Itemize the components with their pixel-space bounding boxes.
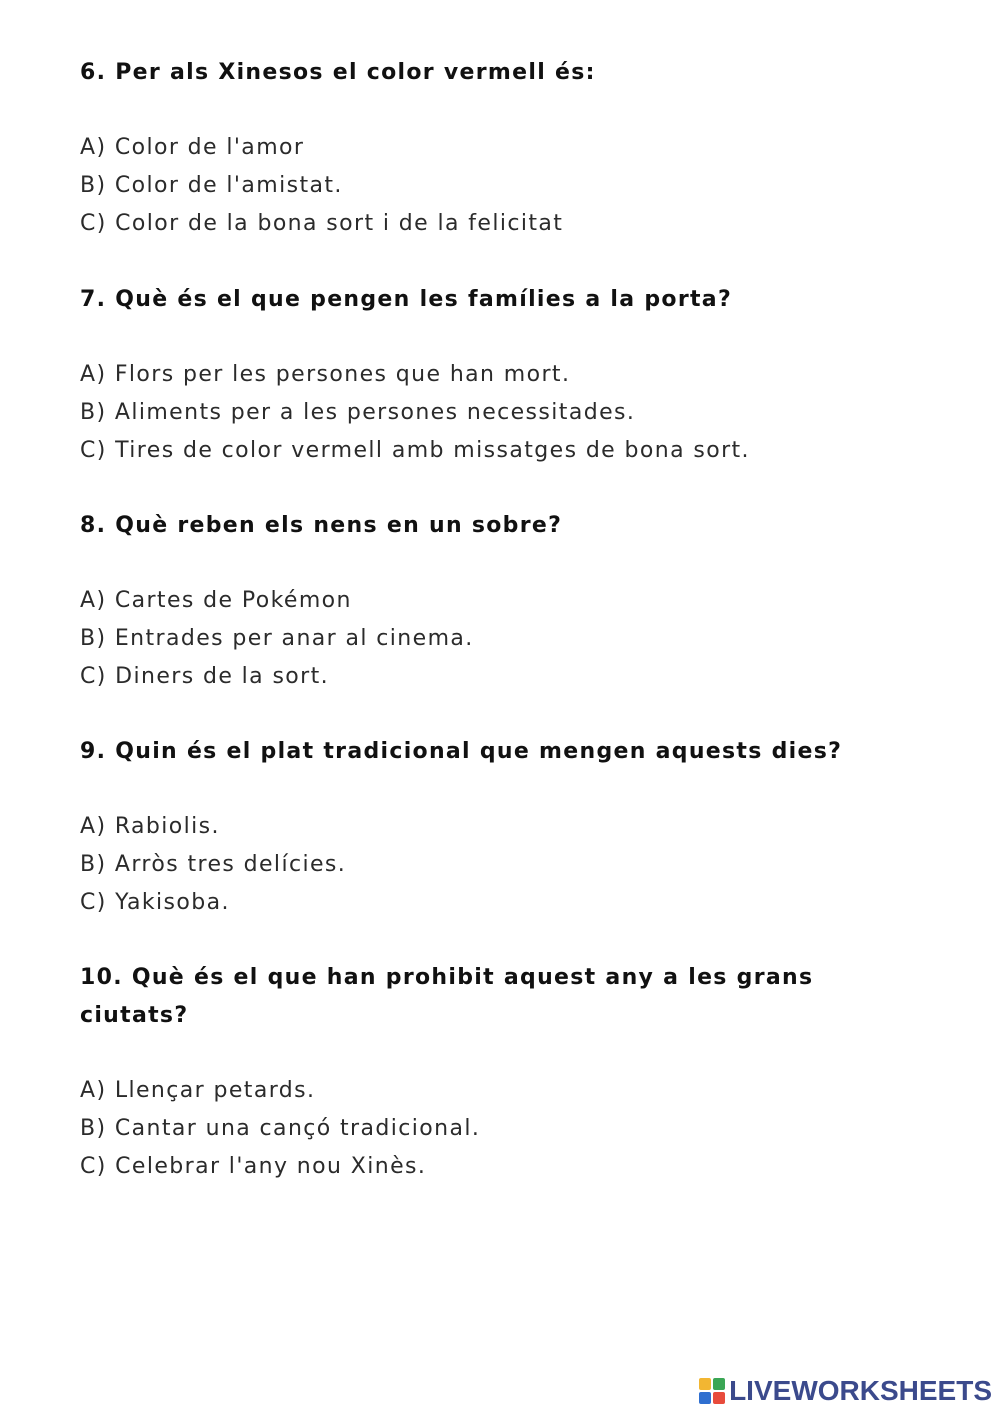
question-7-option-b[interactable]: B) Aliments per a les persones necessitades. (80, 400, 636, 425)
question-10-title: 10. Què és el que han prohibit aquest any a les grans ciutats? (80, 965, 814, 1028)
question-7-option-c[interactable]: C) Tires de color vermell amb missatges de bona sort. (80, 438, 750, 463)
question-8-option-b[interactable]: B) Entrades per anar al cinema. (80, 626, 474, 651)
question-7-options (80, 356, 940, 470)
question-8-option-c[interactable]: C) Diners de la sort. (80, 664, 330, 689)
question-8-option-a[interactable]: A) Cartes de Pokémon (80, 588, 352, 613)
question-6-option-c[interactable]: C) Color de la bona sort i de la felicitat (80, 211, 564, 236)
question-8-options (80, 582, 940, 696)
question-6-option-b[interactable]: B) Color de l'amistat. (80, 173, 343, 198)
liveworksheets-brand (699, 1374, 992, 1408)
question-9-options (80, 808, 940, 922)
question-8-title: 8. Què reben els nens en un sobre? (80, 513, 563, 538)
logo-square-2 (713, 1378, 725, 1390)
logo-square-4 (713, 1392, 725, 1404)
question-10-option-b[interactable]: B) Cantar una cançó tradicional. (80, 1116, 481, 1141)
question-9-option-b[interactable]: B) Arròs tres delícies. (80, 852, 347, 877)
logo-square-1 (699, 1378, 711, 1390)
question-7-title: 7. Què és el que pengen les famílies a la porta? (80, 287, 733, 312)
question-9-option-c[interactable]: C) Yakisoba. (80, 890, 230, 915)
question-6-title: 6. Per als Xinesos el color vermell és: (80, 60, 596, 85)
liveworksheets-logo-icon (699, 1378, 725, 1404)
question-9-title: 9. Quin és el plat tradicional que mengen aquests dies? (80, 739, 843, 764)
logo-square-3 (699, 1392, 711, 1404)
question-9-option-a[interactable]: A) Rabiolis. (80, 814, 220, 839)
question-10-options (80, 1072, 940, 1186)
question-7-option-a[interactable]: A) Flors per les persones que han mort. (80, 362, 571, 387)
question-6-option-a[interactable]: A) Color de l'amor (80, 135, 305, 160)
question-6-options (80, 129, 940, 243)
question-10-option-c[interactable]: C) Celebrar l'any nou Xinès. (80, 1154, 427, 1179)
question-10-option-a[interactable]: A) Llençar petards. (80, 1078, 316, 1103)
brand-text: LIVEWORKSHEETS (729, 1375, 992, 1406)
